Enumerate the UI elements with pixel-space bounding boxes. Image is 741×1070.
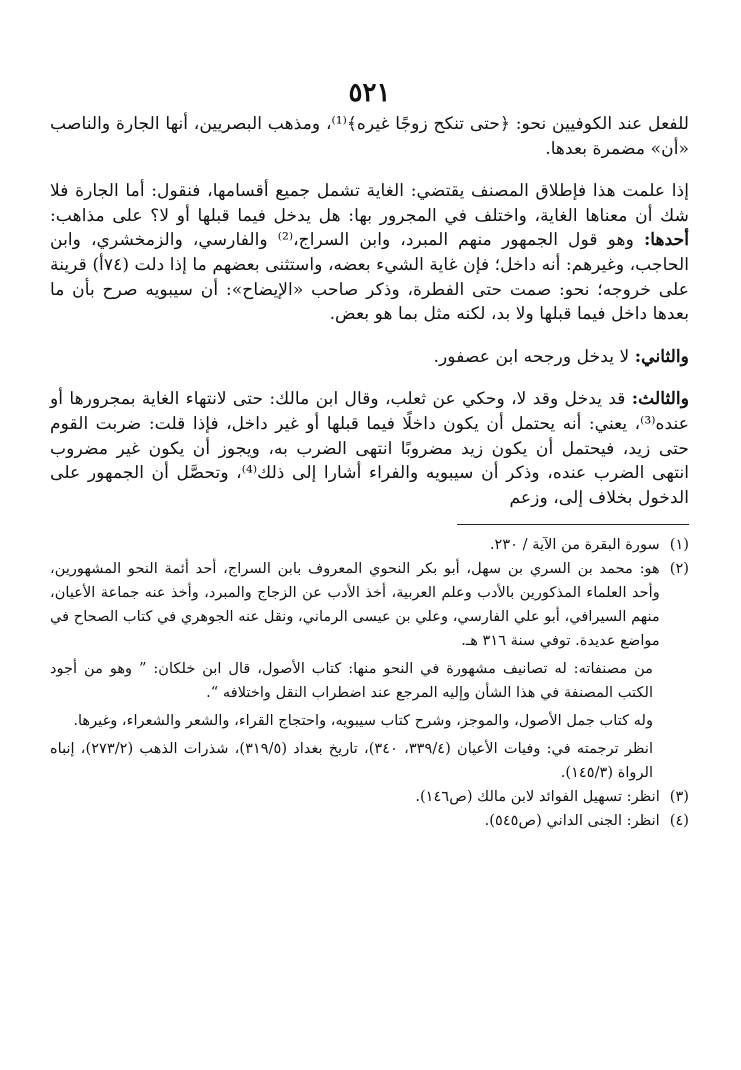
footnote-3	[50, 785, 689, 809]
page-number: ٥٢١	[348, 78, 391, 108]
footnote-2-works: من مصنفاته: له تصانيف مشهورة في النحو منها: كتاب الأصول، قال ابن خلكان: ” وهو من أجود الكتب المصنفة في هذا الشأن وإليه المرجع عند اضطراب النقل واختلافه “.	[50, 660, 653, 702]
paragraph-4-label: والثالث:	[631, 389, 689, 410]
paragraph-3-label: والثاني:	[634, 346, 689, 367]
footnotes	[50, 533, 689, 833]
paragraph-3-body: لا يدخل ورجحه ابن عصفور.	[433, 346, 630, 367]
footnote-4-text: انظر: الجنى الداني (ص٥٤٥).	[484, 812, 660, 830]
footnote-3-text: انظر: تسهيل الفوائد لابن مالك (ص١٤٦).	[415, 788, 660, 806]
footnote-4	[50, 809, 689, 833]
paragraph-4-body: قد يدخل وقد لا، وحكي عن ثعلب، وقال ابن مالك: حتى لانتهاء الغاية بمجرورها أو عنده⁽³⁾، يعني: أنه يحتمل أن يكون داخلًا فيما قبلها أو غير داخل، فإذا قلت: ضربت القوم حتى زيد، فيحتمل أن يكون زيد مضروبًا انتهى الضرب به، ويجوز أن يكون غير مضروب انتهى الضرب عنده، وذكر أن سيبويه والفراء أشارا إلى ذلك⁽⁴⁾، وتحصَّل أن الجمهور على الدخول بخلاف إلى، وزعم	[50, 389, 690, 508]
paragraph-3	[50, 345, 689, 370]
paragraph-4	[50, 387, 689, 510]
paragraph-2	[50, 179, 689, 327]
paragraph-2-intro: إذا علمت هذا فإطلاق المصنف يقتضي: الغاية تشمل جميع أقسامها، فنقول: أما الجارة فلا شك أن معناها الغاية، واختلف في المجرور بها: هل يدخل فيما قبلها أو لا؟ على مذاهب:	[50, 181, 689, 226]
footnote-divider	[457, 524, 689, 525]
footnote-2-text: هو: محمد بن السري بن سهل، أبو بكر النحوي المعروف بابن السراج، أحد أئمة النحو المشهورين، وأحد العلماء المذكورين بالأدب وعلم العربية، أخذ الأدب عن الزجاج والمبرد، وأخذ عنه جماعة الأعيان، منهم السيرافي، أبو علي الفارسي، وعلي بن عيسى الرماني، ونقل عنه الجوهري في كتاب الصحاح في مواضع عديدة. توفي سنة ٣١٦ هـ.	[50, 560, 660, 650]
footnote-2-number: (٢)	[669, 560, 689, 578]
footnote-1-text: سورة البقرة من الآية / ٢٣٠.	[489, 536, 660, 554]
footnote-1-number: (١)	[669, 536, 689, 554]
footnote-1	[50, 533, 689, 557]
main-text	[50, 112, 689, 510]
paragraph-1: للفعل عند الكوفيين نحو: ﴿حتى تنكح زوجًا غيره﴾⁽¹⁾، ومذهب البصريين، أنها الجارة والناصب «أن» مضمرة بعدها.	[50, 114, 689, 159]
paragraph-2-label: أحدها:	[643, 230, 690, 251]
footnote-2	[50, 557, 689, 653]
paragraph-2-body: وهو قول الجمهور منهم المبرد، وابن السراج،⁽²⁾ والفارسي، والزمخشري، وابن الحاجب، وغيرهم: أنه داخل؛ فإن غاية الشيء بعضه، واستثنى بعضهم ما إذا دلت (٧٤أ) قرينة على خروجه؛ نحو: صمت حتى الفطرة، وذكر صاحب «الإيضاح»: أن سيبويه صرح بأن ما بعدها داخل فيما قبلها ولا بد، لكنه مثل بما هو بعض.	[50, 230, 689, 325]
footnote-2-references: انظر ترجمته في: وفيات الأعيان (٣٣٩/٤، ٣٤٠)، تاريخ بغداد (٣١٩/٥)، شذرات الذهب (٢٧٣/٢)، إنباه الرواة (١٤٥/٣).	[50, 740, 654, 782]
footnote-4-number: (٤)	[669, 812, 689, 830]
footnote-3-number: (٣)	[669, 788, 689, 806]
footnote-2-more: وله كتاب جمل الأصول، والموجز، وشرح كتاب سيبويه، واحتجاج القراء، والشعر والشعراء، وغيرها.	[73, 712, 653, 730]
